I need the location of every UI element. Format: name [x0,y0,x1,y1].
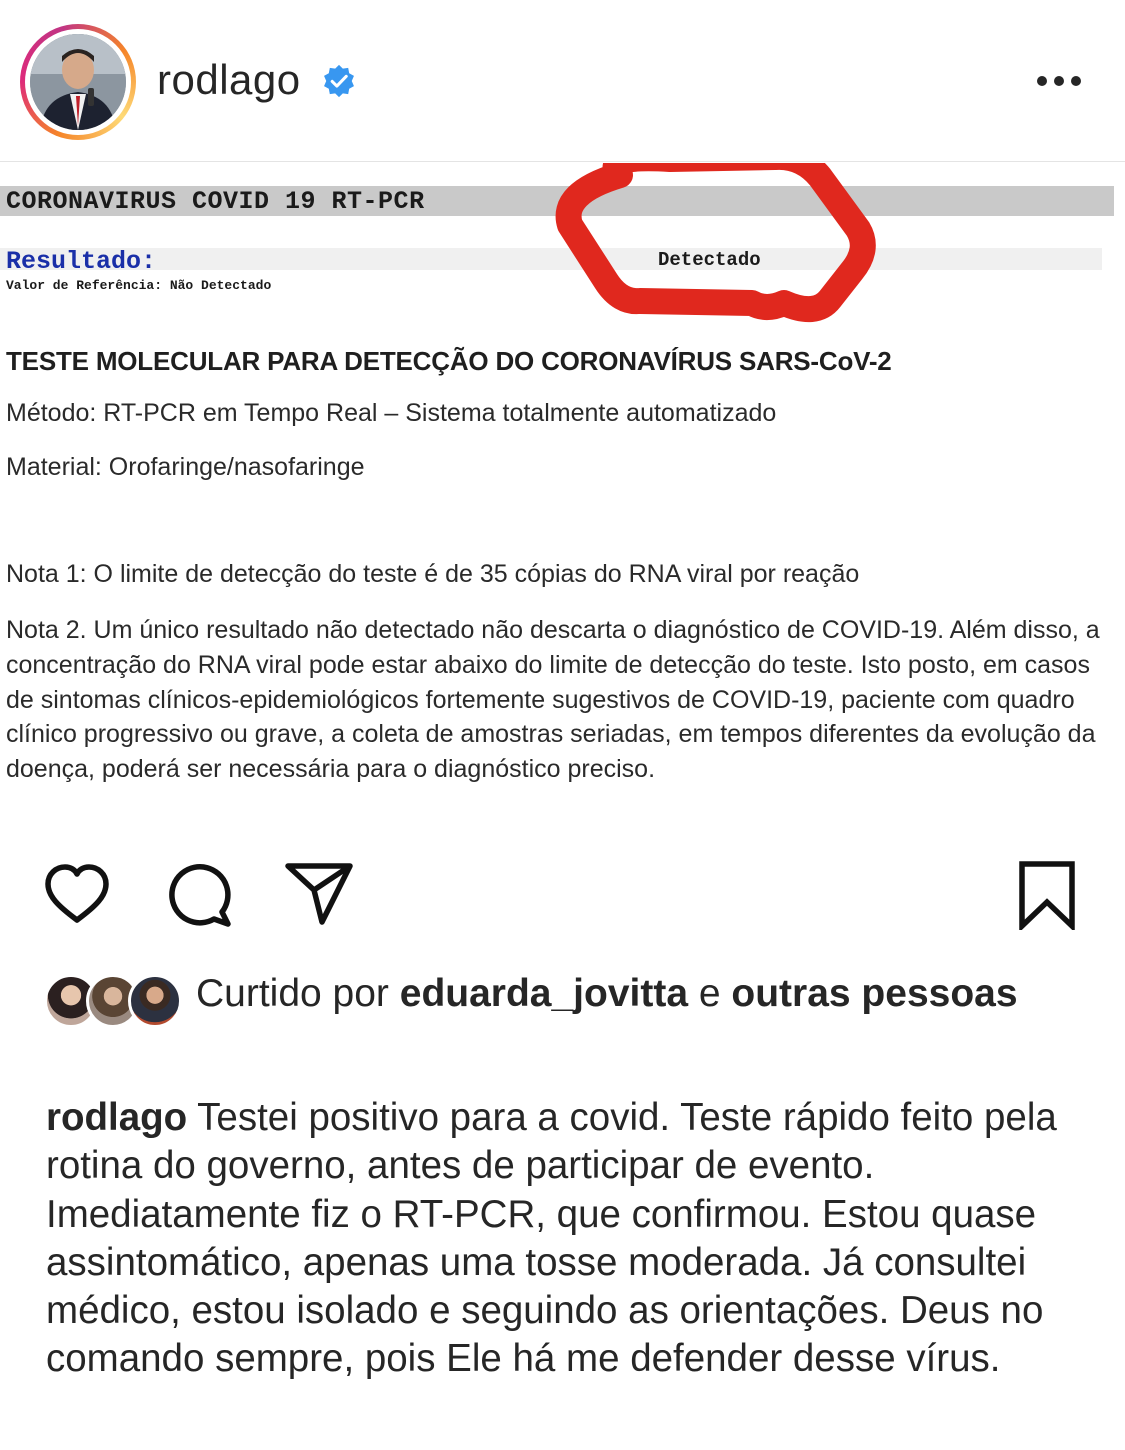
likes-prefix: Curtido por [196,972,400,1015]
post-image[interactable] [0,163,1125,833]
doc-heading: TESTE MOLECULAR PARA DETECÇÃO DO CORONAVÍRUS SARS-CoV-2 [6,346,892,376]
comment-icon [164,860,234,930]
verified-badge-icon [322,64,356,98]
doc-material: Material: Orofaringe/nasofaringe [6,453,365,481]
heart-icon [42,860,112,930]
send-icon [284,860,354,930]
save-button[interactable] [1012,860,1082,930]
profile-avatar[interactable] [30,34,126,130]
result-label: Resultado: [6,247,157,276]
post-username[interactable]: rodlago [157,56,301,103]
liker-avatar [128,974,182,1028]
doc-method: Método: RT-PCR em Tempo Real – Sistema totalmente automatizado [6,399,777,427]
more-options-icon[interactable] [1036,74,1082,88]
likes-others[interactable]: outras pessoas [731,972,1018,1015]
story-ring[interactable] [20,24,136,140]
comment-button[interactable] [164,860,234,930]
reference-value: Valor de Referência: Não Detectado [6,278,272,293]
post-caption [46,1094,1086,1384]
doc-note-1: Nota 1: O limite de detecção do teste é de 35 cópias do RNA viral por reação [6,560,860,588]
result-value: Detectado [658,249,761,271]
like-button[interactable] [42,860,112,930]
bookmark-icon [1012,860,1082,930]
liker-username[interactable]: eduarda_jovitta [399,972,689,1015]
likes-middle: e [688,972,732,1015]
doc-title: CORONAVIRUS COVID 19 RT-PCR [6,187,425,216]
avatar-photo-icon [30,34,126,130]
liker-avatars[interactable] [44,974,184,1032]
share-button[interactable] [284,860,354,930]
caption-username[interactable]: rodlago [46,1096,188,1139]
red-highlight-circle [540,163,880,343]
doc-note-2: Nota 2. Um único resultado não detectado não descarta o diagnóstico de COVID-19. Além disso, a concentração do RNA viral pode estar abaixo do limite de detecção do teste. Isto posto, em casos de sintomas clínicos-epidemiológicos fortemente sugestivos de COVID-19, paciente com quadro clínico progressivo ou grave, a coleta de amostras seriadas, em tempos diferentes da evolução da doença, poderá ser necessária para o diagnóstico preciso. [6,616,1100,784]
caption-text: Testei positivo para a covid. Teste rápido feito pela rotina do governo, antes de participar de evento. Imediatamente fiz o RT-PCR, que confirmou. Estou quase assintomático, apenas uma tosse moderada. Já consultei médico, estou isolado e seguindo as orientações. Deus no comando sempre, pois Ele há me defender desse vírus. [46,1096,1057,1381]
post-header [0,0,1125,162]
action-bar [0,850,1125,940]
likes-summary[interactable] [196,970,1076,1018]
